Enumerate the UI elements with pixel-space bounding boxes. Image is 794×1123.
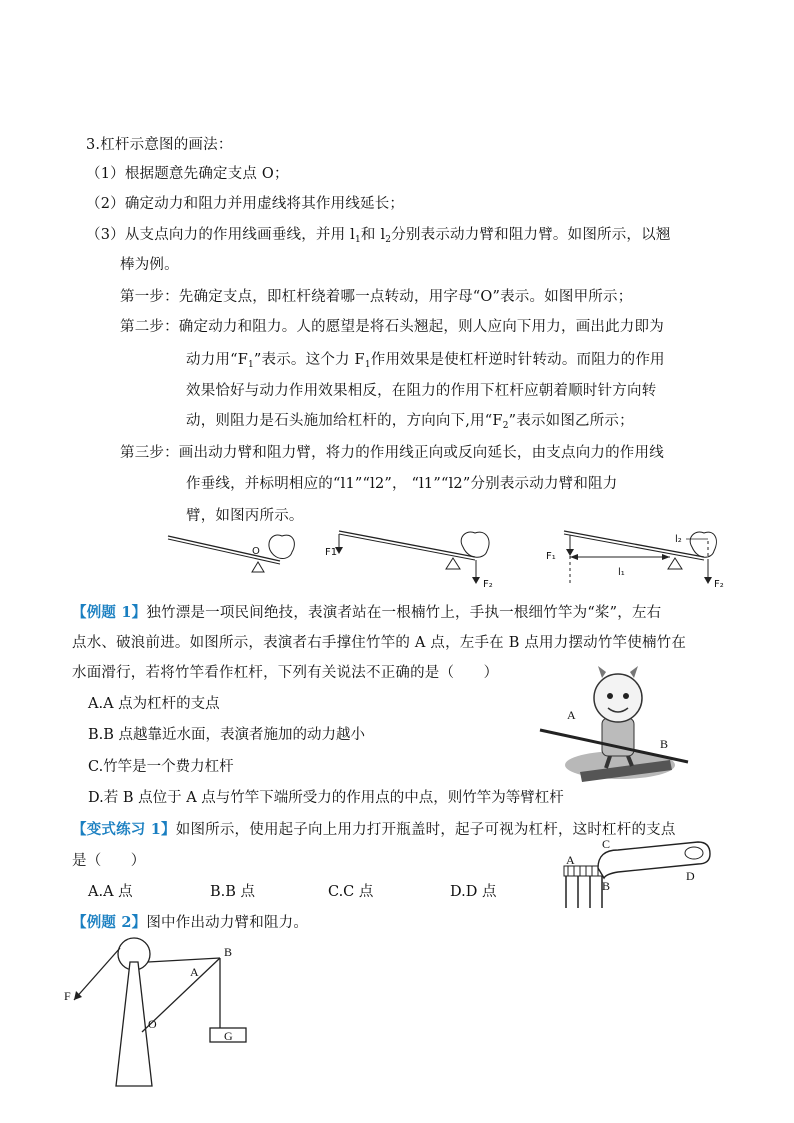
variant-1-fig-b: B bbox=[602, 879, 611, 893]
example-1-line-1: 【例题 1】独竹漂是一项民间绝技，表演者站在一根楠竹上，手执一根细竹竿为“桨”，左右 bbox=[72, 604, 662, 621]
variant-1-option-c: C.C 点 bbox=[328, 884, 374, 900]
fig-b-f2-label: F₂ bbox=[483, 579, 493, 590]
variant-1-option-d: D.D 点 bbox=[450, 884, 497, 900]
example-1-option-a: A.A 点为杠杆的支点 bbox=[88, 696, 220, 712]
lever-figure-a bbox=[160, 528, 300, 576]
example-1-fig-b: B bbox=[660, 737, 669, 751]
second-step-2: 动力用“$F_1$”表示。这个力 $F_1$作用效果是使杠杆逆时针转动。而阻力的作用 bbox=[186, 352, 665, 370]
example-2-fig-o: O bbox=[148, 1017, 157, 1031]
variant-1-fig-c: C bbox=[602, 837, 611, 851]
second-step-4: 动，则阻力是石头施加给杠杆的，方向向下,用“$F_2$”表示如图乙所示； bbox=[186, 413, 634, 431]
second-step-3: 效果恰好与动力作用效果相反，在阻力的作用下杠杆应朝着顺时针方向转 bbox=[186, 383, 657, 399]
example-2-fig-a: A bbox=[190, 965, 199, 979]
first-step: 第一步：先确定支点，即杠杆绕着哪一点转动，用字母“O”表示。如图甲所示； bbox=[120, 289, 633, 305]
lever-figure-c bbox=[540, 527, 730, 597]
variant-1-line-2: 是（ ） bbox=[72, 853, 146, 869]
variant-1-option-a: A.A 点 bbox=[88, 884, 133, 900]
fig-c-l1-label: l₁ bbox=[618, 567, 625, 578]
third-step-3: 臂，如图丙所示。 bbox=[186, 508, 304, 524]
third-step-2: 作垂线，并标明相应的“l1”“l2”， “l1”“l2”分别表示动力臂和阻力 bbox=[186, 476, 618, 492]
step-3-cont: 棒为例。 bbox=[120, 257, 179, 273]
step-3: （3）从支点向力的作用线画垂线，并用 $l_1$和 $l_2$分别表示动力臂和阻力臂。如图所示，以翘 bbox=[86, 227, 671, 245]
example-1-fig-a: A bbox=[567, 708, 576, 722]
bamboo-rafting-picture bbox=[540, 660, 690, 790]
third-step-1: 第三步：画出动力臂和阻力臂，将力的作用线正向或反向延长，由支点向力的作用线 bbox=[120, 445, 664, 461]
variant-1-option-b: B.B 点 bbox=[210, 884, 256, 900]
example-2-tag: 【例题 2】 bbox=[72, 914, 147, 931]
bottle-opener-figure bbox=[558, 838, 718, 913]
variant-1-tag: 【变式练习 1】 bbox=[72, 821, 176, 838]
pulley-lever-figure bbox=[62, 936, 262, 1091]
step-1: （1）根据题意先确定支点 O； bbox=[86, 166, 289, 182]
example-1-line-3: 水面滑行，若将竹竿看作杠杆，下列有关说法不正确的是（ ） bbox=[72, 665, 499, 681]
example-2-fig-g: G bbox=[224, 1029, 233, 1043]
example-2-line: 【例题 2】图中作出动力臂和阻力。 bbox=[72, 914, 309, 931]
fig-b-f1-label: F1 bbox=[325, 547, 338, 558]
example-1-tag: 【例题 1】 bbox=[72, 604, 147, 621]
second-step-1: 第二步：确定动力和阻力。人的愿望是将石头翘起，则人应向下用力，画出此力即为 bbox=[120, 319, 664, 335]
fig-c-f2-label: F₂ bbox=[714, 579, 724, 590]
example-2-fig-b: B bbox=[224, 945, 233, 959]
fig-a-o-label: O bbox=[252, 546, 260, 557]
section-title: 3.杠杆示意图的画法： bbox=[86, 137, 233, 153]
step-2: （2）确定动力和阻力并用虚线将其作用线延长； bbox=[86, 196, 405, 212]
lever-figure-b bbox=[325, 527, 505, 597]
variant-1-line-1: 【变式练习 1】如图所示，使用起子向上用力打开瓶盖时，起子可视为杠杆，这时杠杆的支点 bbox=[72, 821, 676, 838]
fig-c-f1-label: F₁ bbox=[546, 551, 556, 562]
example-1-option-b: B.B 点越靠近水面，表演者施加的动力越小 bbox=[88, 727, 366, 743]
example-1-option-c: C.竹竿是一个费力杠杆 bbox=[88, 759, 234, 775]
variant-1-fig-d: D bbox=[686, 869, 695, 883]
example-1-option-d: D.若 B 点位于 A 点与竹竿下端所受力的作用点的中点，则竹竿为等臂杠杆 bbox=[88, 790, 564, 806]
example-1-line-2: 点水、破浪前进。如图所示，表演者右手撑住竹竿的 A 点，左手在 B 点用力摆动竹竿使楠竹在 bbox=[72, 635, 687, 651]
example-2-fig-f: F bbox=[64, 989, 71, 1003]
fig-c-l2-label: l₂ bbox=[675, 534, 682, 545]
variant-1-fig-a: A bbox=[566, 853, 575, 867]
